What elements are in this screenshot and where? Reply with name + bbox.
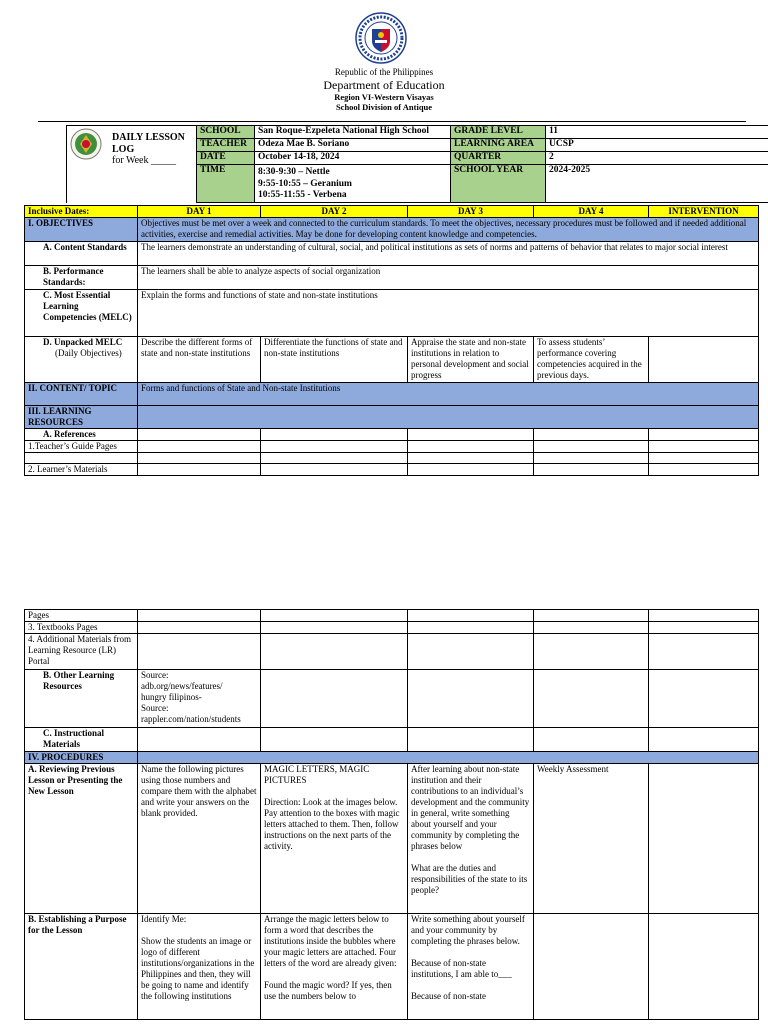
date-label: DATE — [197, 152, 255, 165]
am-d4 — [534, 634, 649, 670]
references-d2 — [261, 429, 408, 441]
purpose-day1: Identify Me: Show the students an image or logo of different institutions/organizations in the Philippines and then, they will be going to name and identify the following institutions — [138, 914, 261, 1020]
log-title-2: LOG — [112, 143, 135, 155]
day4-header: DAY 4 — [534, 206, 649, 218]
tg-d4 — [534, 441, 649, 453]
blank-row-label — [25, 453, 138, 464]
purpose-day4 — [534, 914, 649, 1020]
content-standards-text: The learners demonstrate an understanding of cultural, social, and political institutions as sets of norms and patterns of behavior that relates to major social interest — [138, 242, 759, 266]
lm-d4 — [534, 464, 649, 476]
pages-d3 — [408, 610, 534, 622]
blank-d3 — [408, 453, 534, 464]
pages-d1 — [138, 610, 261, 622]
inclusive-dates-label: Inclusive Dates: — [25, 206, 138, 218]
day2-header: DAY 2 — [261, 206, 408, 218]
learning-resources-label: III. LEARNING RESOURCES — [25, 406, 138, 429]
day3-header: DAY 3 — [408, 206, 534, 218]
teacher-value: Odeza Mae B. Soriano — [255, 139, 451, 152]
learning-resources-fill — [138, 406, 759, 429]
instructional-materials-label: C. Instructional Materials — [25, 728, 138, 752]
unpacked-day1: Describe the different forms of state and non-state institutions — [138, 337, 261, 383]
im-d2 — [261, 728, 408, 752]
republic-text: Republic of the Philippines — [334, 67, 434, 77]
content-standards-label: A. Content Standards — [25, 242, 138, 266]
references-d4 — [534, 429, 649, 441]
im-d1 — [138, 728, 261, 752]
deped-seal — [355, 12, 407, 64]
log-title: DAILY LESSON — [112, 132, 185, 143]
or-d3 — [408, 670, 534, 728]
references-label: A. References — [25, 429, 138, 441]
procedures-label: IV. PROCEDURES — [25, 752, 138, 764]
intervention-header: INTERVENTION — [649, 206, 759, 218]
references-d3 — [408, 429, 534, 441]
grade-label: GRADE LEVEL — [451, 126, 546, 139]
division-text: School Division of Antique — [335, 102, 433, 112]
content-topic-label: II. CONTENT/ TOPIC — [25, 383, 138, 406]
review-day3: After learning about non-state institution and their contributions to an individual’s development and the community in general, write something about yourself and your community by completing the phrases below What are the duties and responsibilities of the state to its people? — [408, 764, 534, 914]
lm-d2 — [261, 464, 408, 476]
tb-d4 — [534, 622, 649, 634]
purpose-intervention — [649, 914, 759, 1020]
tg-d2 — [261, 441, 408, 453]
unpacked-melc-label: D. Unpacked MELC — [43, 337, 123, 347]
tg-d3 — [408, 441, 534, 453]
purpose-label: B. Establishing a Purpose for the Lesson — [25, 914, 138, 1020]
am-d2 — [261, 634, 408, 670]
date-value: October 14-18, 2024 — [255, 152, 451, 165]
time-label: TIME — [197, 165, 255, 203]
purpose-day3: Write something about yourself and your community by completing the phrases below. Because of non-state institutions, I am able to___ Because of non-state — [408, 914, 534, 1020]
pages-d2 — [261, 610, 408, 622]
references-d1 — [138, 429, 261, 441]
melc-text: Explain the forms and functions of state and non-state institutions — [138, 290, 759, 337]
or-d2 — [261, 670, 408, 728]
school-label: SCHOOL — [197, 126, 255, 139]
lm-int — [649, 464, 759, 476]
year-label: SCHOOL YEAR — [451, 165, 546, 203]
im-int — [649, 728, 759, 752]
tb-int — [649, 622, 759, 634]
review-intervention — [649, 764, 759, 914]
pages-label: Pages — [25, 610, 138, 622]
review-day2: MAGIC LETTERS, MAGIC PICTURES Direction: Look at the images below. Pay attention to the boxes with magic letters attached to them. Then, follow instructions on the next parts of the activity. — [261, 764, 408, 914]
lesson-info-table — [66, 125, 768, 203]
tb-d3 — [408, 622, 534, 634]
school-logo — [70, 128, 104, 162]
pages-d4 — [534, 610, 649, 622]
am-d3 — [408, 634, 534, 670]
blank-d2 — [261, 453, 408, 464]
unpacked-intervention — [649, 337, 759, 383]
tb-d1 — [138, 622, 261, 634]
unpacked-melc-note: (Daily Objectives) — [55, 348, 122, 358]
lesson-plan-table-continued — [24, 609, 759, 1020]
lesson-plan-table — [24, 205, 759, 476]
review-label: A. Reviewing Previous Lesson or Presenting the New Lesson — [25, 764, 138, 914]
blank-d1 — [138, 453, 261, 464]
grade-value: 11 — [546, 126, 768, 139]
am-d1 — [138, 634, 261, 670]
other-resources-label: B. Other Learning Resources — [25, 670, 138, 728]
lm-d1 — [138, 464, 261, 476]
year-value: 2024-2025 — [546, 165, 768, 203]
blank-int — [649, 453, 759, 464]
lm-d3 — [408, 464, 534, 476]
review-day4: Weekly Assessment — [534, 764, 649, 914]
teacher-label: TEACHER — [197, 139, 255, 152]
tb-d2 — [261, 622, 408, 634]
references-int — [649, 429, 759, 441]
textbooks-label: 3. Textbooks Pages — [25, 622, 138, 634]
learners-materials-label: 2. Learner’s Materials — [25, 464, 138, 476]
department-text: Department of Education — [323, 78, 445, 92]
time-value: 8:30-9:30 – Nettle 9:55-10:55 – Geranium 10:55-11:55 - Verbena — [255, 165, 451, 203]
day1-header: DAY 1 — [138, 206, 261, 218]
performance-standards-label: B. Performance Standards: — [25, 266, 138, 290]
tg-int — [649, 441, 759, 453]
unpacked-day2: Differentiate the functions of state and non-state institutions — [261, 337, 408, 383]
review-day1: Name the following pictures using those numbers and compare them with the alphabet and write your answers on the blank provided. — [138, 764, 261, 914]
im-d4 — [534, 728, 649, 752]
objectives-label: I. OBJECTIVES — [25, 218, 138, 242]
additional-materials-label: 4. Additional Materials from Learning Resource (LR) Portal — [25, 634, 138, 670]
region-text: Region VI-Western Visayas — [334, 92, 434, 102]
log-title-cell — [67, 126, 197, 203]
quarter-label: QUARTER — [451, 152, 546, 165]
teachers-guide-label: 1.Teacher’s Guide Pages — [25, 441, 138, 453]
melc-label: C. Most Essential Learning Competencies (MELC) — [25, 290, 138, 337]
unpacked-day3: Appraise the state and non-state institutions in relation to personal development and social progress — [408, 337, 534, 383]
unpacked-day4: To assess students’ performance covering competencies acquired in the previous days. — [534, 337, 649, 383]
or-d4 — [534, 670, 649, 728]
am-int — [649, 634, 759, 670]
objectives-text: Objectives must be met over a week and connected to the curriculum standards. To meet the objectives, necessary procedures must be followed and if needed additional activities, exercise and remedial activities. May be done for developing content knowledge and competencies. — [138, 218, 759, 242]
other-resources-d1: Source: adb.org/news/features/ hungry filipinos- Source: rappler.com/nation/students — [138, 670, 261, 728]
area-label: LEARNING AREA — [451, 139, 546, 152]
quarter-value: 2 — [546, 152, 768, 165]
pages-int — [649, 610, 759, 622]
area-value: UCSP — [546, 139, 768, 152]
header-divider — [38, 121, 746, 122]
im-d3 — [408, 728, 534, 752]
or-int — [649, 670, 759, 728]
performance-standards-text: The learners shall be able to analyze aspects of social organization — [138, 266, 759, 290]
procedures-fill — [138, 752, 759, 764]
content-topic-text: Forms and functions of State and Non-state Institutions — [138, 383, 759, 406]
tg-d1 — [138, 441, 261, 453]
purpose-day2: Arrange the magic letters below to form a word that describes the institutions inside the bubbles where your magic letters are attached. Four letters of the word are already given: Found the magic word? If yes, then use the numbers below to — [261, 914, 408, 1020]
blank-d4 — [534, 453, 649, 464]
week-text: for Week _____ — [112, 155, 176, 166]
school-value: San Roque-Ezpeleta National High School — [255, 126, 451, 139]
unpacked-melc-cell — [25, 337, 138, 383]
